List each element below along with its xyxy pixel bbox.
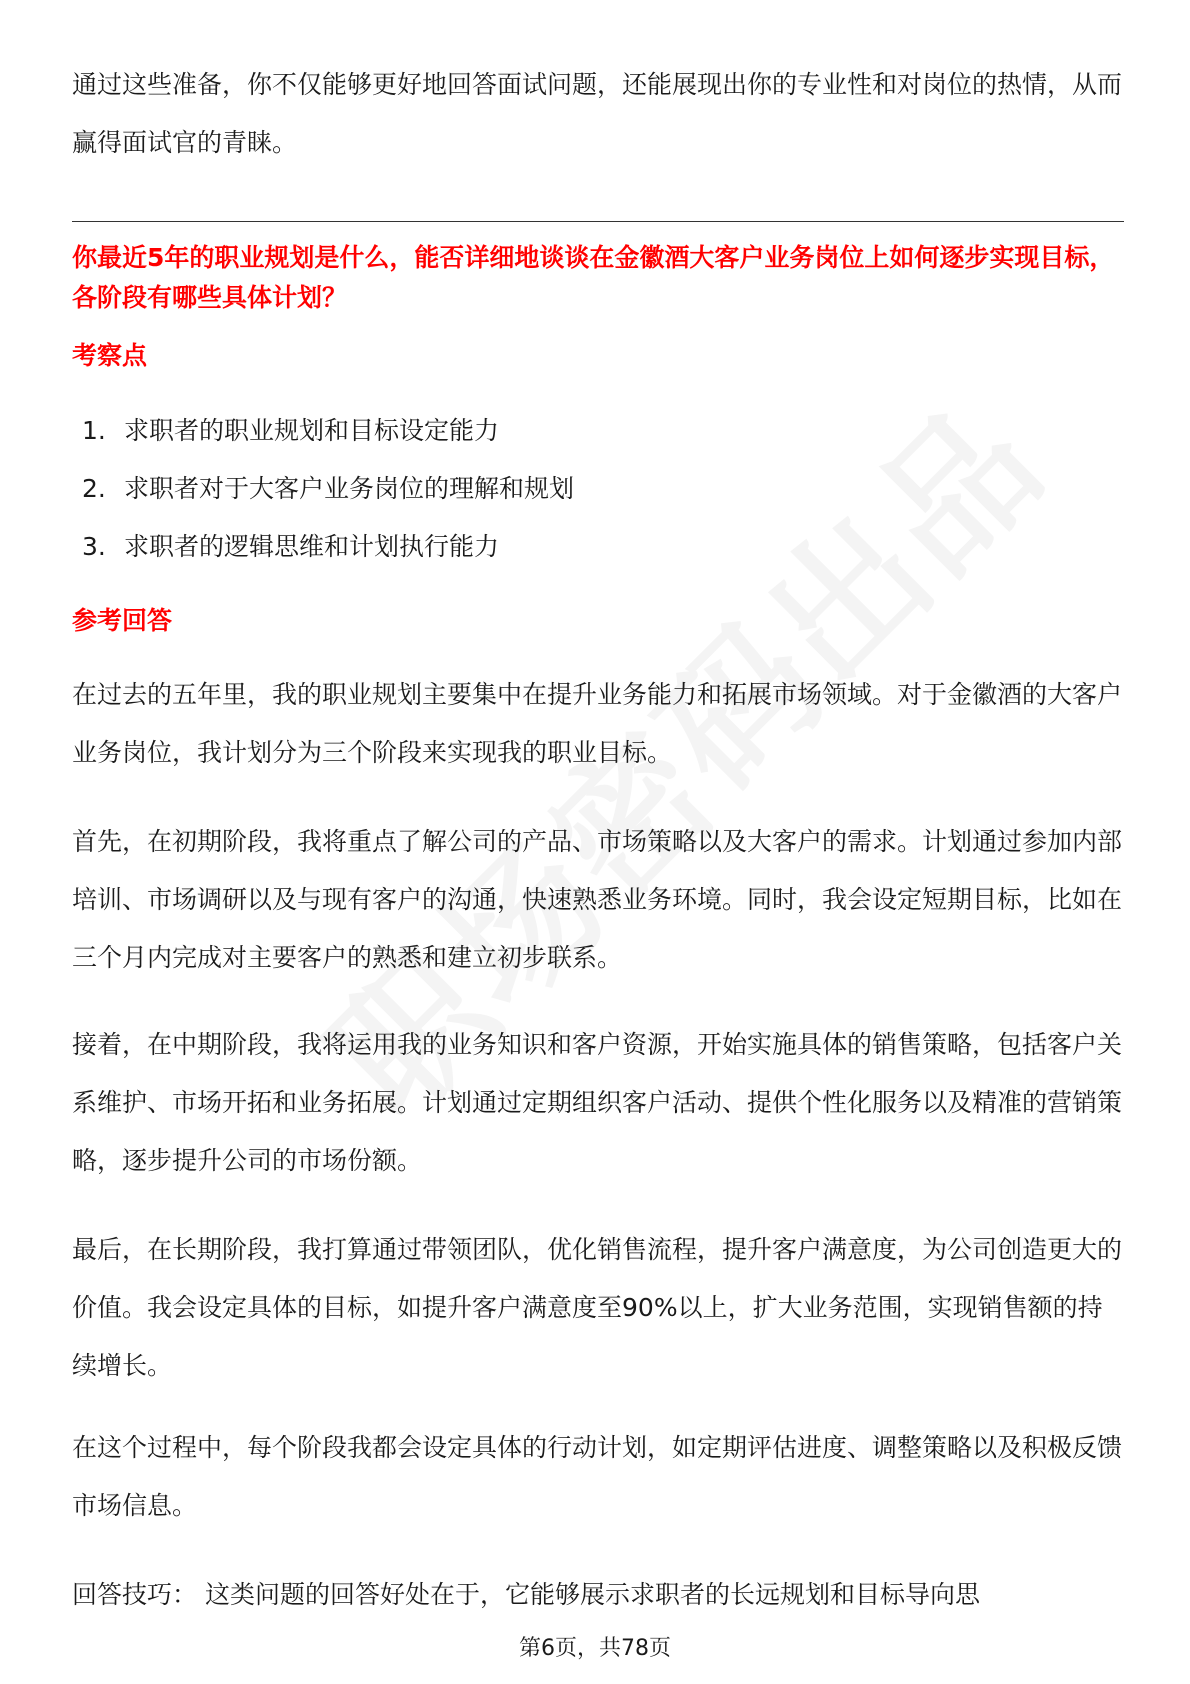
- answer-paragraph-5: 在这个过程中，每个阶段我都会设定具体的行动计划，如定期评估进度、调整策略以及积极反馈市场信息。: [72, 1433, 1123, 1520]
- cankao-title: 参考回答: [72, 606, 173, 635]
- answer-paragraph-4: 最后，在长期阶段，我打算通过带领团队，优化销售流程，提升客户满意度，为公司创造更大的价值。我会设定具体的目标，如提升客户满意度至90%以上，扩大业务范围，实现销售额的持续增长。: [72, 1235, 1123, 1380]
- answer-tips: 回答技巧： 这类问题的回答好处在于，它能够展示求职者的长远规划和目标导向思: [72, 1580, 980, 1609]
- list-item: [82, 460, 1082, 518]
- answer-paragraph-1: 在过去的五年里，我的职业规划主要集中在提升业务能力和拓展市场领域。对于金徽酒的大客户业务岗位，我计划分为三个阶段来实现我的职业目标。: [72, 680, 1123, 767]
- section-divider: [72, 221, 1124, 222]
- list-item-text: 求职者对于大客户业务岗位的理解和规划: [124, 474, 575, 503]
- question-heading: 你最近5年的职业规划是什么，能否详细地谈谈在金徽酒大客户业务岗位上如何逐步实现目标，各阶段有哪些具体计划？: [72, 243, 1115, 312]
- page-footer: 第6页，共78页: [519, 1636, 671, 1661]
- list-item-text: 求职者的职业规划和目标设定能力: [124, 416, 500, 445]
- list-item-number: 3.: [82, 532, 106, 561]
- list-item: [82, 518, 1082, 576]
- list-item-number: 2.: [82, 474, 106, 503]
- kaochadian-list: [82, 402, 1082, 576]
- answer-paragraph-2: 首先，在初期阶段，我将重点了解公司的产品、市场策略以及大客户的需求。计划通过参加内部培训、市场调研以及与现有客户的沟通，快速熟悉业务环境。同时，我会设定短期目标，比如在三个月内完成对主要客户的熟悉和建立初步联系。: [72, 827, 1123, 972]
- list-item-number: 1.: [82, 416, 106, 445]
- intro-paragraph: 通过这些准备，你不仅能够更好地回答面试问题，还能展现出你的专业性和对岗位的热情，从而赢得面试官的青睐。: [72, 70, 1123, 157]
- list-item-text: 求职者的逻辑思维和计划执行能力: [124, 532, 500, 561]
- list-item: [82, 402, 1082, 460]
- answer-paragraph-3: 接着，在中期阶段，我将运用我的业务知识和客户资源，开始实施具体的销售策略，包括客户关系维护、市场开拓和业务拓展。计划通过定期组织客户活动、提供个性化服务以及精准的营销策略，逐步提升公司的市场份额。: [72, 1030, 1123, 1175]
- kaochadian-title: 考察点: [72, 341, 148, 370]
